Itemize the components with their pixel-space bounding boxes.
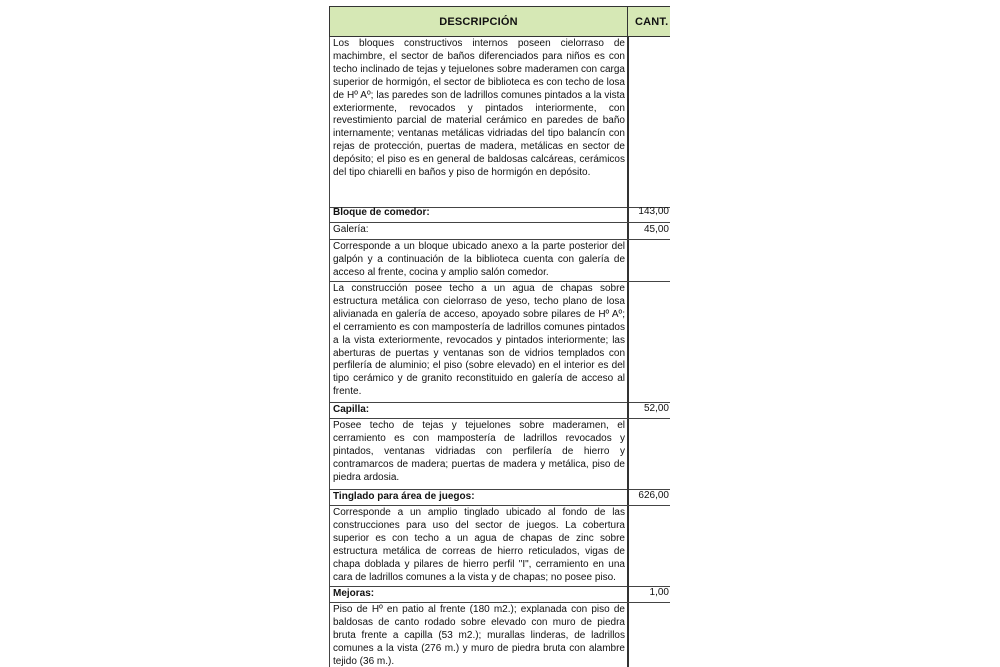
table-row bbox=[329, 205, 670, 223]
description-cell: Los bloques constructivos internos poseen cielorraso de machimbre, el sector de baños diferenciados para niños es con techo inclinado de tejas y tejuelones sobre maderamen con carga superior de hormigón, el sector de biblioteca es con techo de losa de Hº Aº; las paredes son de ladrillos comunes pintados a la vista exteriormente, revocados y pintados interiormente, con revestimiento parcial de material cerámico en paredes de baño internamente; ventanas metálicas vidriadas del tipo balancín con rejas de protección, puertas de madera, metálicas en sector de depósito; el piso es en general de baldosas calcáreas, cerámicos del tipo chiarelli en baños y piso de hormigón en depósito. bbox=[329, 37, 629, 207]
description-cell: La construcción posee techo a un agua de chapas sobre estructura metálica con cielorraso de yeso, techo plano de losa alivianada en galería de acceso, apoyado sobre pilares de Hº Aº; el cerramiento es con mampostería de ladrillos comunes pintados a la vista exteriormente, revocados y pintados interiormente; las aberturas de puertas y ventanas son de vidrios templados con perfilería de aluminio; el piso (sobre elevado) en el interior es del tipo cerámico y de granito reconstituido en galería de acceso al frente. bbox=[329, 282, 629, 402]
quantity-cell bbox=[629, 240, 670, 281]
description-cell: Posee techo de tejas y tejuelones sobre maderamen, el cerramiento es con mampostería de ladrillos revocados y pintados, ventanas vidriadas con perfilería de hierro y contramarcos de madera; puertas de madera y metálica, piso de piedra ardosia. bbox=[329, 419, 629, 489]
quantity-cell bbox=[629, 37, 670, 207]
section-heading: Bloque de comedor: bbox=[329, 205, 629, 222]
quantity-cell bbox=[629, 282, 670, 402]
table-row bbox=[329, 586, 670, 603]
table-row bbox=[329, 489, 670, 506]
section-heading: Tinglado para área de juegos: bbox=[329, 489, 629, 505]
table-row bbox=[329, 402, 670, 419]
section-heading: Capilla: bbox=[329, 402, 629, 418]
header-cant: CANT. bbox=[628, 6, 670, 37]
quantity-cell bbox=[629, 603, 670, 667]
quantity-cell: 626,00 bbox=[638, 490, 669, 501]
table-row bbox=[329, 240, 670, 282]
quantity-cell: 143,00 bbox=[638, 206, 669, 217]
table-row bbox=[329, 282, 670, 403]
description-cell: Corresponde a un amplio tinglado ubicado al fondo de las construcciones para uso del sector de juegos. La cobertura superior es con techo a un agua de chapas de zinc sobre estructura metálica de correas de hierro reticulados, vigas de chapa doblada y pilares de hierro perfil "I", cerramiento en una cara de ladrillos comunes a la vista y de chapas; no posee piso. bbox=[329, 506, 629, 586]
spreadsheet-table bbox=[329, 6, 670, 667]
sub-heading: Galería: bbox=[329, 223, 629, 239]
quantity-cell bbox=[629, 506, 670, 586]
table-row bbox=[329, 603, 670, 667]
table-row bbox=[329, 506, 670, 587]
quantity-cell: 1,00 bbox=[649, 587, 669, 598]
quantity-cell: 52,00 bbox=[643, 403, 669, 414]
description-cell: Corresponde a un bloque ubicado anexo a la parte posterior del galpón y a continuación de la biblioteca cuenta con galería de acceso al frente, cocina y amplio salón comedor. bbox=[329, 240, 629, 281]
section-heading: Mejoras: bbox=[329, 586, 629, 602]
quantity-cell bbox=[629, 419, 670, 489]
table-row bbox=[329, 419, 670, 490]
description-cell: Piso de Hº en patio al frente (180 m2.); explanada con piso de baldosas de canto rodado sobre elevado con muro de piedra bruta frente a capilla (53 m2.); murallas linderas, de ladrillos comunes a la vista (276 m.) y muro de piedra bruta con alambre tejido (36 m.). bbox=[329, 603, 629, 667]
header-descripcion: DESCRIPCIÓN bbox=[329, 6, 629, 37]
quantity-cell: 45,00 bbox=[643, 224, 669, 235]
table-row bbox=[329, 37, 670, 208]
table-row bbox=[329, 223, 670, 240]
